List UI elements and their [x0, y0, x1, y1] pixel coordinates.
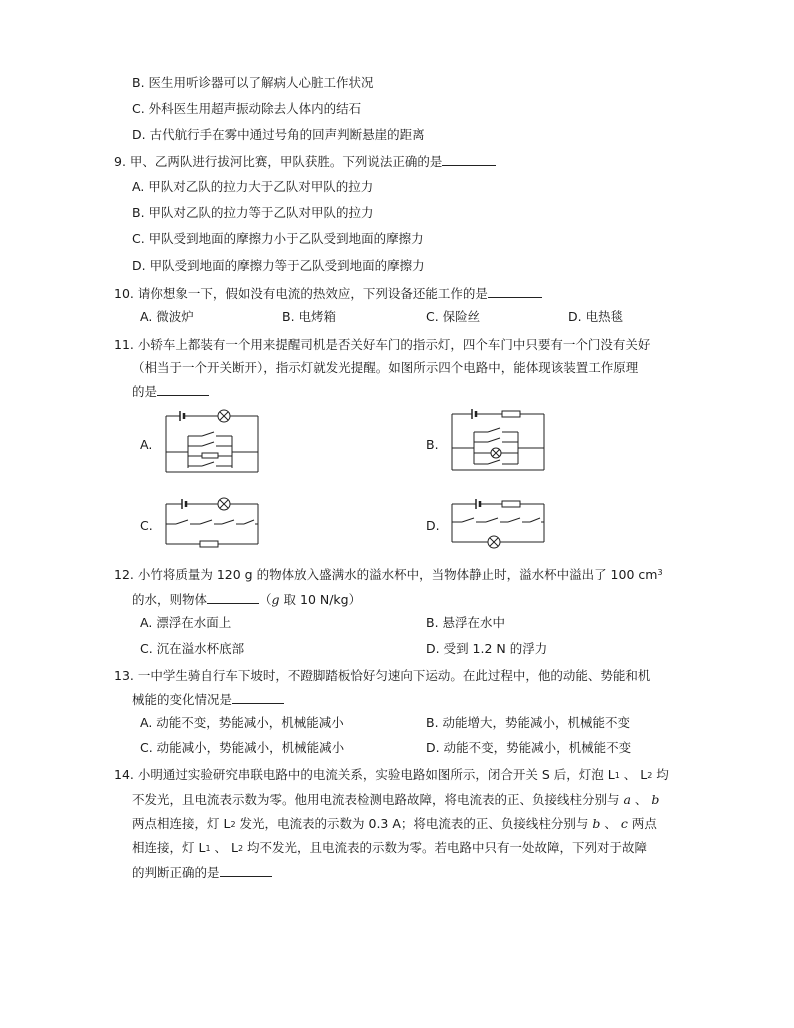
q11-line-2: （相当于一个开关断开），指示灯就发光提醒。如图所示四个电路中，能体现该装置工作原理	[132, 360, 639, 375]
answer-blank[interactable]	[488, 285, 542, 298]
circuit-diagram-b	[444, 406, 554, 478]
q12-option-d: D. 受到 1.2 N 的浮力	[426, 641, 548, 656]
q11-line-1: 11. 小轿车上都装有一个用来提醒司机是否关好车门的指示灯，四个车门中只要有一个门没有关好	[114, 337, 651, 352]
q12-option-b: B. 悬浮在水中	[426, 615, 506, 630]
q13-option-d: D. 动能不变，势能减小，机械能不变	[426, 740, 632, 755]
q14-line-5: 的判断正确的是	[132, 864, 272, 881]
q11-label-b: B.	[426, 437, 439, 452]
q12-line-1: 12. 小竹将质量为 120 g 的物体放入盛满水的溢水杯中，当物体静止时，溢水杯中溢出了 100 $cm^3$	[114, 567, 663, 582]
q8-option-b: B. 医生用听诊器可以了解病人心脏工作状况	[132, 75, 374, 90]
q10-stem: 10. 请你想象一下，假如没有电流的热效应，下列设备还能工作的是	[114, 285, 542, 302]
circuit-diagram-c	[158, 494, 268, 550]
q9-option-b: B. 甲队对乙队的拉力等于乙队对甲队的拉力	[132, 205, 374, 220]
q13-option-a: A. 动能不变，势能减小，机械能减小	[140, 715, 344, 730]
circuit-diagram-d	[444, 494, 554, 550]
answer-blank[interactable]	[232, 691, 284, 704]
q13-line-2: 械能的变化情况是	[132, 691, 284, 708]
q9-stem: 9. 甲、乙两队进行拔河比赛，甲队获胜。下列说法正确的是	[114, 153, 496, 170]
q12-option-a: A. 漂浮在水面上	[140, 615, 232, 630]
q11-label-d: D.	[426, 518, 440, 533]
q8-option-c: C. 外科医生用超声振动除去人体内的结石	[132, 101, 362, 116]
q13-option-b: B. 动能增大，势能减小，机械能不变	[426, 715, 631, 730]
q11-line-3: 的是	[132, 383, 209, 400]
q9-option-d: D. 甲队受到地面的摩擦力等于乙队受到地面的摩擦力	[132, 258, 425, 273]
q10-option-d: D. 电热毯	[568, 309, 624, 324]
q13-line-1: 13. 一中学生骑自行车下坡时，不蹬脚踏板恰好匀速向下运动。在此过程中，他的动能、势能和机	[114, 668, 651, 683]
q10-option-b: B. 电烤箱	[282, 309, 337, 324]
q10-option-c: C. 保险丝	[426, 309, 481, 324]
q8-option-d: D. 古代航行手在雾中通过号角的回声判断悬崖的距离	[132, 127, 425, 142]
answer-blank[interactable]	[220, 864, 272, 877]
q12-line-2: 的水，则物体 （g 取 10 N/kg）	[132, 592, 362, 607]
q12-option-c: C. 沉在溢水杯底部	[140, 641, 245, 656]
q13-option-c: C. 动能减小，势能减小，机械能减小	[140, 740, 345, 755]
q11-label-c: C.	[140, 518, 153, 533]
q9-option-c: C. 甲队受到地面的摩擦力小于乙队受到地面的摩擦力	[132, 231, 424, 246]
answer-blank[interactable]	[442, 153, 496, 166]
answer-blank[interactable]	[157, 383, 209, 396]
answer-blank[interactable]	[207, 591, 259, 604]
q14-line-4: 相连接，灯 $L_1$ 、 $L_2$ 均不发光，且电流表的示数为零。若电路中只有一处故障，下列对于故障	[132, 840, 648, 855]
q14-line-3: 两点相连接，灯 $L_2$ 发光，电流表的示数为 0.3 A；将电流表的正、负接线柱分别与 b 、 c 两点	[132, 816, 657, 831]
q10-option-a: A. 微波炉	[140, 309, 194, 324]
circuit-diagram-a	[158, 408, 268, 480]
q14-line-2: 不发光，且电流表示数为零。他用电流表检测电路故障，将电流表的正、负接线柱分别与 a 、 b	[132, 792, 660, 807]
q14-line-1: 14. 小明通过实验研究串联电路中的电流关系，实验电路如图所示，闭合开关 S 后，灯泡 $L_1$ 、 $L_2$ 均	[114, 767, 669, 782]
q11-label-a: A.	[140, 437, 153, 452]
q9-option-a: A. 甲队对乙队的拉力大于乙队对甲队的拉力	[132, 179, 374, 194]
